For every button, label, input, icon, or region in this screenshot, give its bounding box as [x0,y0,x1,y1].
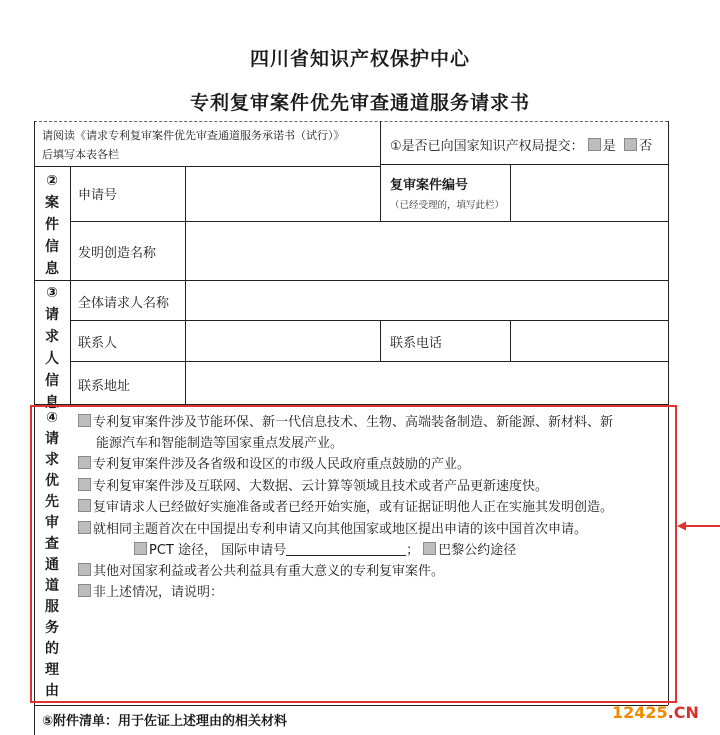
reason-5-options: PCT 途径， 国际申请号 ； 巴黎公约途径 [134,539,516,558]
reason-4: 复审请求人已经做好实施准备或者已经开始实施，或有证据证明他人正在实施其发明创造。 [78,496,613,515]
case-info-label: ② 案 件 信 息 [45,173,59,277]
arrow-left-icon [677,521,720,531]
contact-person-field[interactable] [186,321,379,360]
org-title: 四川省知识产权保护中心 [249,48,470,70]
reason-7: 非上述情况，请说明： [78,581,223,600]
reason-1: 专利复审案件涉及节能环保、新一代信息技术、生物、高端装备制造、新能源、新材料、新 [78,411,613,430]
contact-person-label: 联系人 [78,336,118,351]
all-requesters-label: 全体请求人名称 [78,296,170,311]
paris-label: 巴黎公约途径 [438,543,517,558]
form-title: 专利复审案件优先审查通道服务请求书 [189,92,530,114]
yes-checkbox[interactable] [588,138,601,151]
row-line [34,705,668,706]
no-checkbox[interactable] [624,138,637,151]
requester-info-label: ③ 请 求 人 信 息 [45,285,59,411]
col-line [70,166,71,404]
contact-address-label: 联系地址 [78,379,131,394]
application-no-label: 申请号 [78,188,118,203]
invention-name-label: 发明创造名称 [78,246,157,261]
instruction-line2: 后填写本表各栏 [42,148,119,161]
reason-6: 其他对国家利益或者公共利益具有重大意义的专利复审案件。 [78,560,444,579]
review-case-no-field[interactable] [511,165,667,220]
instruction-line1: 请阅读《请求专利复审案件优先审查通道服务承诺书（试行）》 [42,129,345,142]
application-no-field[interactable] [186,167,379,220]
invention-name-field[interactable] [186,222,667,279]
col-line [380,320,381,361]
contact-phone-label: 联系电话 [390,336,443,351]
reason-5: 就相同主题首次在中国提出专利申请又向其他国家或地区提出申请的该中国首次申请。 [78,518,587,537]
submitted-question [390,135,652,154]
all-requesters-field[interactable] [186,281,667,319]
reasons-label: ④ 请 求 优 先 审 查 通 道 服 务 的 理 由 [45,410,59,699]
highlight-box [30,405,677,703]
pct-label: PCT 途径， 国际申请号 [149,543,287,558]
attachments-label: ⑤附件清单：用于佐证上述理由的相关材料 [42,714,288,729]
top-dashed-line [34,121,668,122]
col-line [380,121,381,221]
submitted-question-label: ①是否已向国家知识产权局提交： [390,139,584,154]
reason-2: 专利复审案件涉及各省级和设区的市级人民政府重点鼓励的产业。 [78,453,470,472]
reason-3: 专利复审案件涉及互联网、大数据、云计算等领域且技术或者产品更新速度快。 [78,475,548,494]
no-label: 否 [639,139,653,154]
contact-address-field[interactable] [186,362,667,403]
site-watermark: 12425.CN [612,703,699,722]
contact-phone-field[interactable] [511,321,667,360]
review-case-no-note: （已经受理的，填写此栏） [390,200,505,211]
reason-1-cont: 能源汽车和智能制造等国家重点发展产业。 [96,436,344,451]
yes-label: 是 [602,139,616,154]
review-case-no-label: 复审案件编号 [390,178,469,193]
